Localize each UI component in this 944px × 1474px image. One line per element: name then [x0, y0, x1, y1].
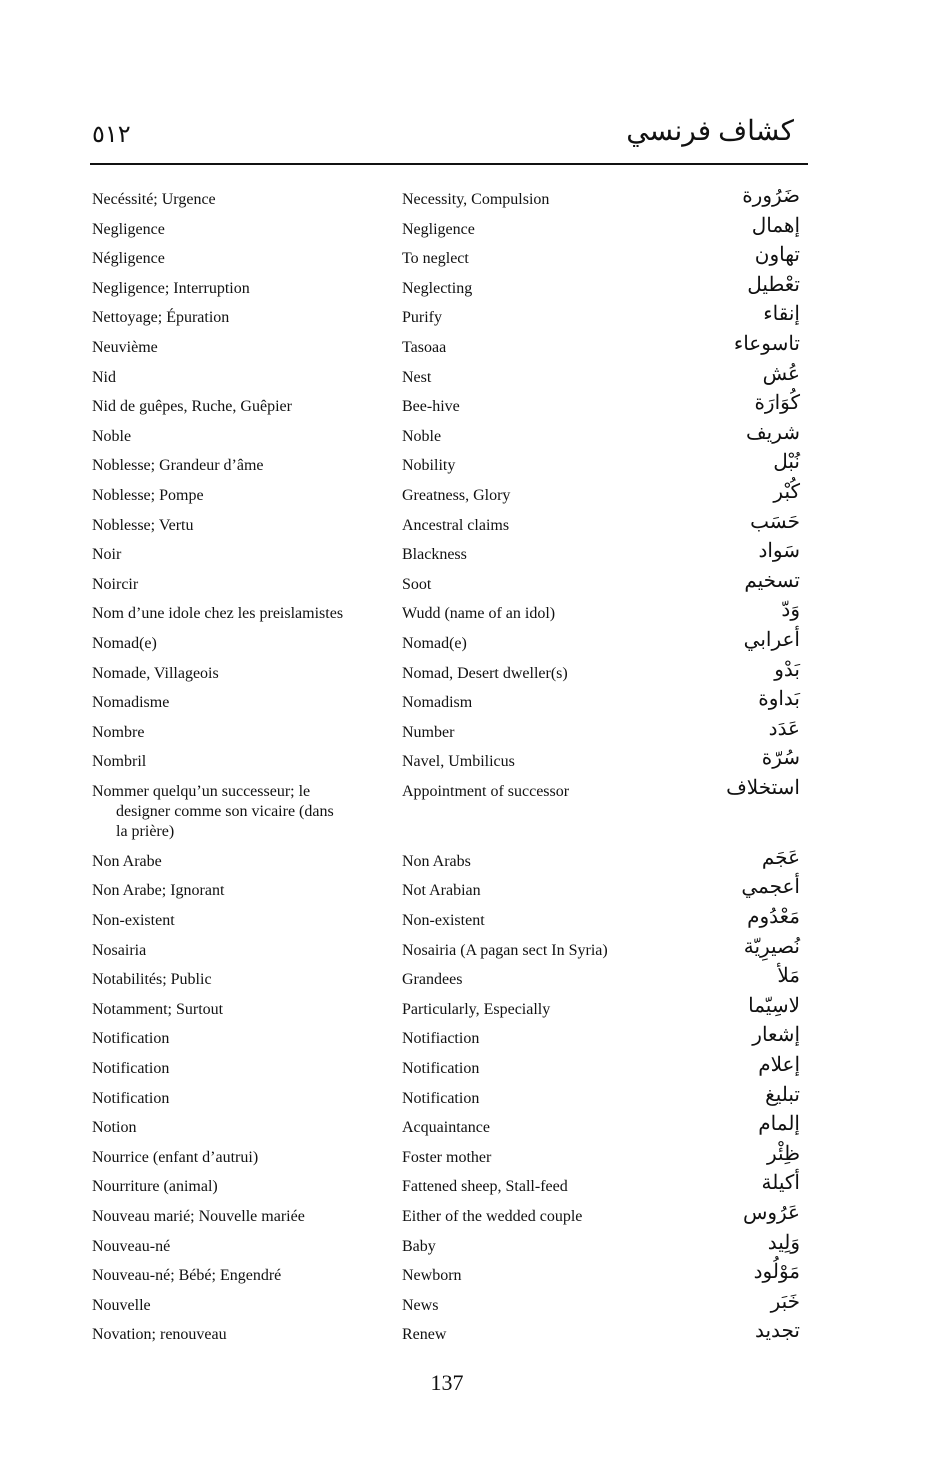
english-term: Non-existent: [402, 912, 485, 930]
french-term-text: Notification: [92, 1060, 170, 1078]
glossary-row: [0, 1231, 944, 1261]
glossary-row: [0, 480, 944, 510]
french-term: [92, 1296, 372, 1316]
glossary-row: [0, 717, 944, 747]
glossary-row: [0, 569, 944, 599]
english-term: Tasoaa: [402, 338, 447, 356]
english-term: Foster mother: [402, 1148, 492, 1166]
glossary-row: [0, 658, 944, 688]
glossary-row: [0, 905, 944, 935]
french-term-text: Nombril: [92, 753, 147, 771]
french-term-text: Negligence; Interruption: [92, 279, 250, 297]
french-term: [92, 368, 372, 388]
french-term: [92, 1207, 372, 1227]
arabic-term: خَبَر: [770, 1290, 800, 1313]
arabic-term: تهاون: [754, 244, 800, 267]
english-term: Notification: [402, 1060, 480, 1078]
glossary-row: [0, 1201, 944, 1231]
french-term-text: Notabilités; Public: [92, 971, 212, 989]
arabic-term: إشعار: [752, 1024, 800, 1047]
french-term-text: Non-existent: [92, 912, 175, 930]
glossary-row: [0, 1319, 944, 1349]
french-term: [92, 1089, 372, 1109]
french-term: [92, 693, 372, 713]
french-term-text: Non Arabe; Ignorant: [92, 882, 225, 900]
glossary-row: [0, 1083, 944, 1113]
french-term-text: Neuvième: [92, 338, 158, 356]
french-term: [92, 911, 372, 931]
glossary-row: [0, 539, 944, 569]
french-term: [92, 723, 372, 743]
english-term: Ancestral claims: [402, 516, 510, 534]
english-term: Fattened sheep, Stall-feed: [402, 1178, 568, 1196]
english-term: Number: [402, 723, 455, 741]
english-term: News: [402, 1296, 439, 1314]
arabic-term: عَرُوس: [742, 1202, 800, 1224]
french-term: [92, 427, 372, 447]
glossary-row: [0, 243, 944, 273]
french-term: [92, 279, 372, 299]
french-term-text: Notification: [92, 1030, 170, 1048]
english-term: Navel, Umbilicus: [402, 753, 515, 771]
french-term-text: Noble: [92, 427, 132, 445]
english-term: Particularly, Especially: [402, 1000, 551, 1018]
glossary-row: [0, 1171, 944, 1201]
arabic-term: بَداوة: [758, 688, 800, 711]
glossary-row: [0, 214, 944, 244]
arabic-term: نُبْل: [773, 451, 800, 474]
arabic-term: لاسِيّما: [748, 994, 800, 1017]
glossary-row: [0, 994, 944, 1024]
french-term: [92, 397, 372, 417]
glossary-row: [0, 302, 944, 332]
glossary-row: [0, 1290, 944, 1320]
english-term: Noble: [402, 427, 442, 445]
english-term: Blackness: [402, 546, 467, 564]
french-term-text: Notification: [92, 1089, 170, 1107]
english-term: Non Arabs: [402, 852, 471, 870]
french-term-text: Nomadisme: [92, 694, 170, 712]
arabic-term: كُوَارَة: [754, 392, 800, 415]
glossary-row: [0, 935, 944, 965]
french-term-text: Nommer quelqu’un successeur; le: [92, 782, 311, 800]
french-term: [92, 1148, 372, 1168]
arabic-term: عَجَم: [761, 846, 800, 869]
french-term-text: Nouveau marié; Nouvelle mariée: [92, 1208, 305, 1225]
french-term: [92, 752, 372, 772]
french-term-text: Non Arabe: [92, 852, 162, 870]
french-term: [92, 486, 372, 506]
glossary-row: [0, 1112, 944, 1142]
arabic-term: مَلأ: [777, 965, 800, 988]
arabic-term: مَوْلُود: [753, 1261, 800, 1284]
french-term: [92, 1237, 372, 1257]
french-term-text: Noblesse; Grandeur d’âme: [92, 457, 264, 475]
arabic-term: كُبْر: [773, 480, 800, 503]
french-term: [92, 634, 372, 654]
french-term: [92, 604, 372, 624]
arabic-term: إهمال: [751, 214, 800, 237]
french-term-text: Nouvelle: [92, 1296, 151, 1314]
french-term-text: Négligence: [92, 250, 165, 268]
arabic-term: تجديد: [754, 1320, 800, 1343]
english-term: Either of the wedded couple: [402, 1208, 583, 1225]
french-term: [92, 249, 372, 269]
english-term: Necessity, Compulsion: [402, 191, 550, 208]
glossary-row: [0, 273, 944, 303]
french-term: [92, 1059, 372, 1079]
glossary-row: [0, 1023, 944, 1053]
french-term: [92, 220, 372, 240]
french-term-text: Notamment; Surtout: [92, 1000, 224, 1018]
french-term: [92, 338, 372, 358]
french-term: [92, 852, 372, 872]
glossary-row: [0, 687, 944, 717]
french-term-text: Nosairia: [92, 941, 147, 959]
french-term-text: Nid de guêpes, Ruche, Guêpier: [92, 398, 292, 416]
english-term: Greatness, Glory: [402, 486, 511, 504]
glossary-row: [0, 875, 944, 905]
arabic-term: أعجمي: [741, 876, 800, 899]
arabic-term: تسخيم: [744, 569, 800, 592]
french-term-text: Negligence: [92, 220, 165, 238]
french-term-text: Novation; renouveau: [92, 1326, 227, 1344]
french-term: [92, 575, 372, 595]
arabic-term: أكيلة: [761, 1172, 800, 1195]
glossary-row: [0, 598, 944, 628]
glossary-row: [0, 776, 944, 846]
english-term: Not Arabian: [402, 882, 481, 900]
french-term: [92, 1266, 372, 1286]
french-term-text: Nourriture (animal): [92, 1178, 218, 1196]
french-term-continuation: la prière): [116, 822, 175, 840]
glossary-table: [0, 184, 944, 1349]
english-term: Baby: [402, 1237, 436, 1255]
french-term-text: Nomade, Villageois: [92, 664, 219, 682]
arabic-term: استخلاف: [726, 776, 800, 799]
french-term-text: Nid: [92, 368, 116, 386]
glossary-row: [0, 1142, 944, 1172]
english-term: Renew: [402, 1326, 447, 1344]
glossary-row: [0, 1260, 944, 1290]
french-term: [92, 941, 372, 961]
arabic-term: إنقاء: [763, 303, 800, 326]
header-rule: [90, 163, 808, 165]
arabic-term: بَدْو: [774, 658, 800, 681]
arabic-term: شريف: [745, 421, 800, 444]
french-term-text: Noir: [92, 546, 122, 564]
arabic-term: عُش: [762, 362, 800, 385]
arabic-term: حَسَب: [750, 510, 800, 533]
arabic-term: أعرابي: [743, 628, 800, 651]
english-term: Soot: [402, 575, 432, 593]
glossary-row: [0, 450, 944, 480]
page-number: 137: [430, 1370, 464, 1395]
french-term: [92, 970, 372, 990]
arabic-term: سُرّة: [761, 747, 800, 770]
glossary-row: [0, 846, 944, 876]
french-term-text: Necéssité; Urgence: [92, 191, 216, 208]
english-term: Bee-hive: [402, 398, 460, 416]
french-term: [92, 1000, 372, 1020]
arabic-term: تعْطيل: [747, 273, 800, 296]
glossary-row: [0, 391, 944, 421]
arabic-term: عَدَد: [768, 717, 800, 740]
arabic-term: إعلام: [758, 1054, 800, 1077]
english-term: Newborn: [402, 1267, 462, 1285]
english-term: Nomad, Desert dweller(s): [402, 664, 568, 682]
arabic-term: ظِئْر: [767, 1142, 800, 1165]
glossary-row: [0, 184, 944, 214]
english-term: Negligence: [402, 220, 475, 238]
arabic-term: سَواد: [758, 540, 800, 563]
french-term: [92, 1029, 372, 1049]
french-term: [92, 190, 372, 210]
glossary-row: [0, 362, 944, 392]
arabic-term: تاسوعاء: [733, 332, 800, 355]
french-term-text: Notion: [92, 1119, 137, 1137]
glossary-row: [0, 510, 944, 540]
arabic-term: تبليغ: [765, 1083, 800, 1106]
glossary-row: [0, 746, 944, 776]
french-term-text: Nombre: [92, 723, 145, 741]
french-term: [92, 456, 372, 476]
glossary-row: [0, 1053, 944, 1083]
english-term: Appointment of successor: [402, 782, 570, 800]
english-term: Wudd (name of an idol): [402, 605, 556, 623]
french-term: [92, 308, 372, 328]
english-term: Grandees: [402, 971, 463, 989]
page-title: كشاف فرنسي: [626, 116, 794, 147]
glossary-row: [0, 421, 944, 451]
arabic-term: وَدّ: [781, 599, 800, 622]
glossary-row: [0, 628, 944, 658]
french-term: [92, 545, 372, 565]
english-term: Nomadism: [402, 694, 473, 712]
english-term: Purify: [402, 309, 442, 327]
french-term-text: Nom d’une idole chez les preislamistes: [92, 605, 344, 623]
french-term-text: Nomad(e): [92, 634, 157, 652]
french-term-text: Noblesse; Vertu: [92, 516, 194, 534]
english-term: Nobility: [402, 457, 456, 475]
french-term-text: Noblesse; Pompe: [92, 486, 204, 504]
english-term: Notifiaction: [402, 1030, 480, 1048]
english-term: Neglecting: [402, 279, 473, 297]
english-term: Nosairia (A pagan sect In Syria): [402, 941, 608, 959]
french-term: [92, 516, 372, 536]
english-term: Nest: [402, 368, 432, 386]
english-term: Nomad(e): [402, 634, 467, 652]
arabic-term: وَلِيد: [767, 1231, 800, 1254]
french-term-text: Nouveau-né: [92, 1237, 171, 1255]
glossary-row: [0, 964, 944, 994]
english-term: To neglect: [402, 250, 469, 268]
english-term: Notification: [402, 1089, 480, 1107]
french-term: [92, 1177, 372, 1197]
french-term-text: Noircir: [92, 575, 139, 593]
french-term-text: Nouveau-né; Bébé; Engendré: [92, 1267, 282, 1285]
arabic-term: نُصيرِيّة: [743, 935, 800, 958]
french-term: [92, 664, 372, 684]
french-term-text: Nettoyage; Épuration: [92, 309, 230, 327]
page-number-arabic: ٥١٢: [92, 122, 131, 148]
arabic-term: مَعْدُوم: [747, 906, 800, 929]
french-term: [92, 1118, 372, 1138]
french-term: [92, 1325, 372, 1345]
french-term: [92, 881, 372, 901]
french-term: [92, 782, 372, 842]
arabic-term: ضَرُورة: [742, 185, 800, 207]
glossary-row: [0, 332, 944, 362]
arabic-term: إلمام: [758, 1113, 800, 1136]
french-term-continuation: designer comme son vicaire (dans: [116, 802, 334, 820]
english-term: Acquaintance: [402, 1119, 490, 1137]
french-term-text: Nourrice (enfant d’autrui): [92, 1148, 259, 1166]
